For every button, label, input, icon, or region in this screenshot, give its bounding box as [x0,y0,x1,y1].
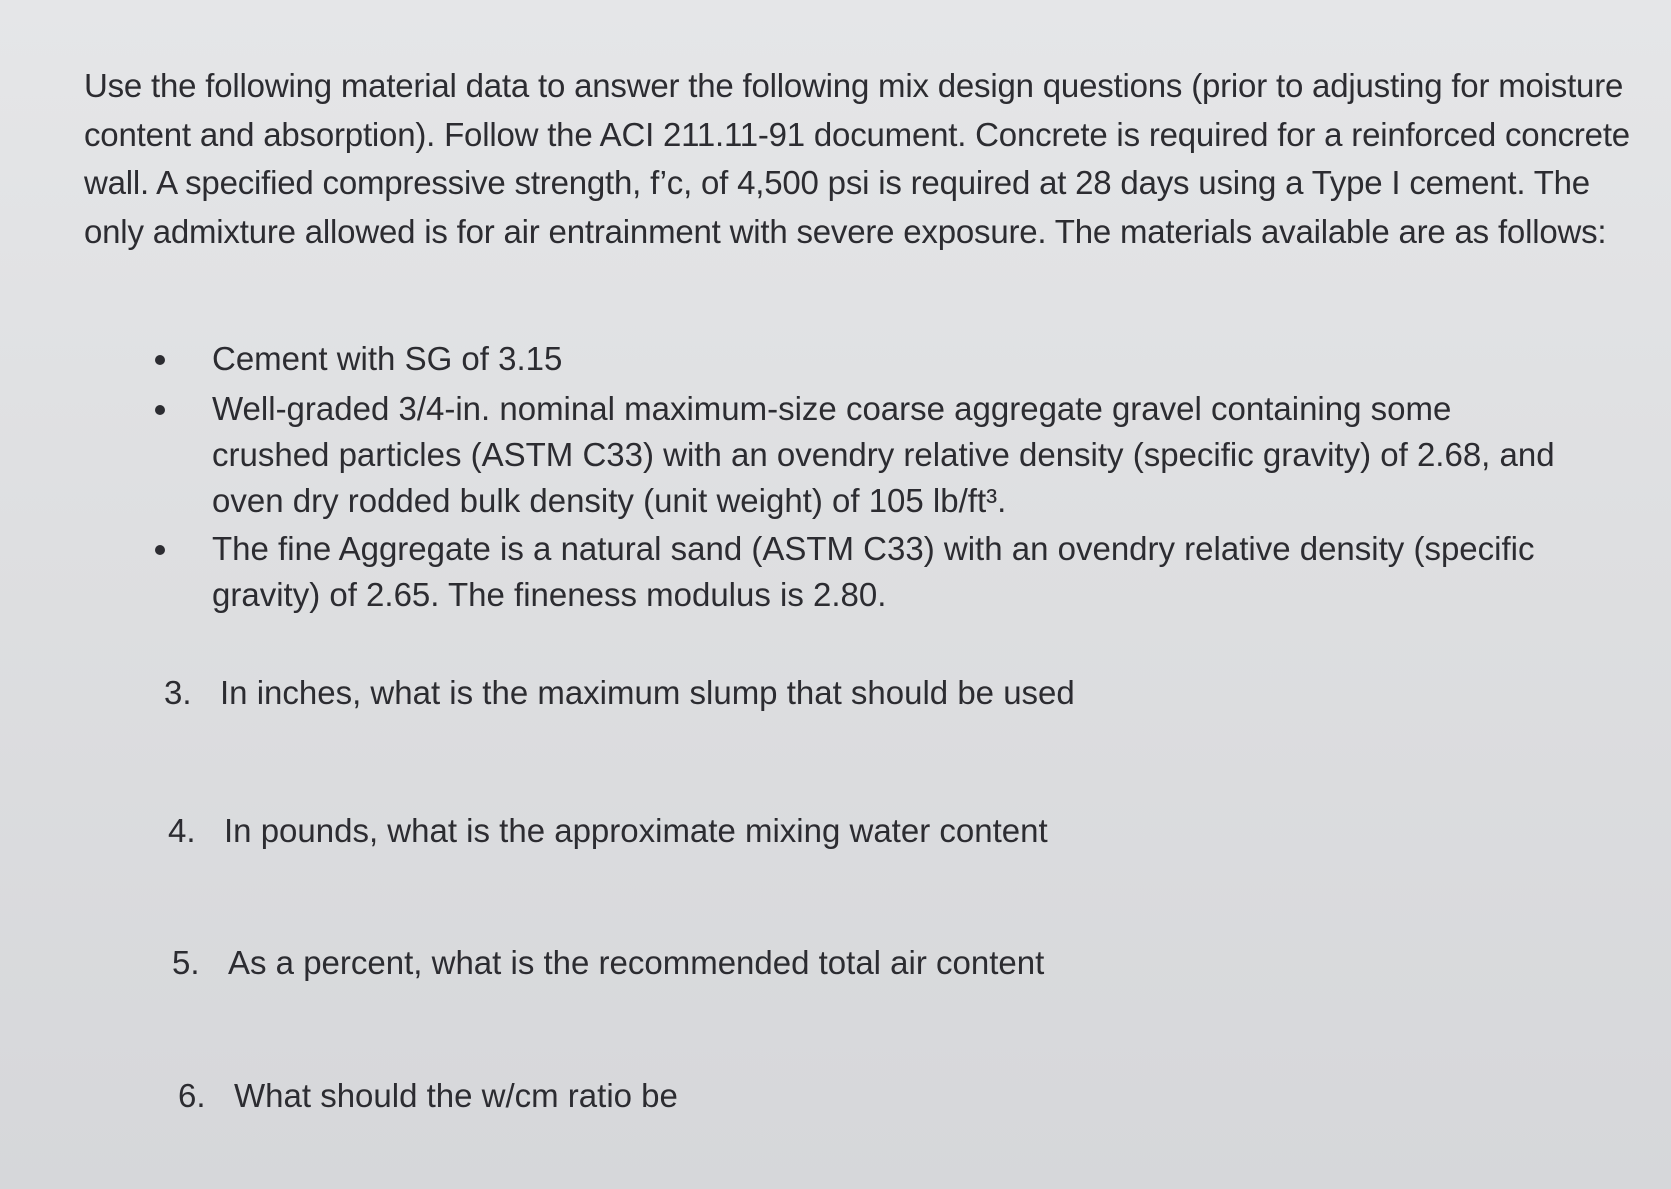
intro-text: Use the following material data to answer the following mix design questions (prior to adjusting for moisture content and absorption). Follow the ACI 211.11-91 document. Concrete is required for a reinforced concrete wall. A specified compressive strength, f’c, of 4,500 psi is required at 28 days using a Type I cement. The only admixture allowed is for air entrainment with severe exposure. The materials available are as follows: [84,67,1630,250]
question-text: As a percent, what is the recommended total air content [228,944,1045,981]
material-fine-aggregate: The fine Aggregate is a natural sand (ASTM C33) with an ovendry relative density (specific gravity) of 2.65. The fineness modulus is 2.80. [212,530,1535,613]
bullet-icon [155,405,165,415]
question-number: 3. [164,674,192,711]
bullet-icon [155,355,165,365]
question-number: 4. [168,812,196,849]
list-item [150,526,1570,618]
question-3 [164,670,1075,716]
question-number: 6. [178,1077,206,1114]
material-coarse-aggregate: Well-graded 3/4-in. nominal maximum-size coarse aggregate gravel containing some crushed particles (ASTM C33) with an ovendry relative density (specific gravity) of 2.68, and oven dry rodded bulk density (unit weight) of 105 lb/ft³. [212,390,1555,519]
question-text: In inches, what is the maximum slump that should be used [220,674,1075,711]
question-text: What should the w/cm ratio be [234,1077,678,1114]
intro-paragraph [84,62,1644,256]
question-6 [178,1073,678,1119]
bullet-icon [155,545,165,555]
list-item [150,386,1570,524]
material-cement: Cement with SG of 3.15 [212,340,563,377]
materials-list [150,336,1570,618]
question-text: In pounds, what is the approximate mixing water content [224,812,1048,849]
question-number: 5. [172,944,200,981]
question-5 [172,940,1044,986]
list-item [150,336,1570,382]
question-4 [168,808,1048,854]
